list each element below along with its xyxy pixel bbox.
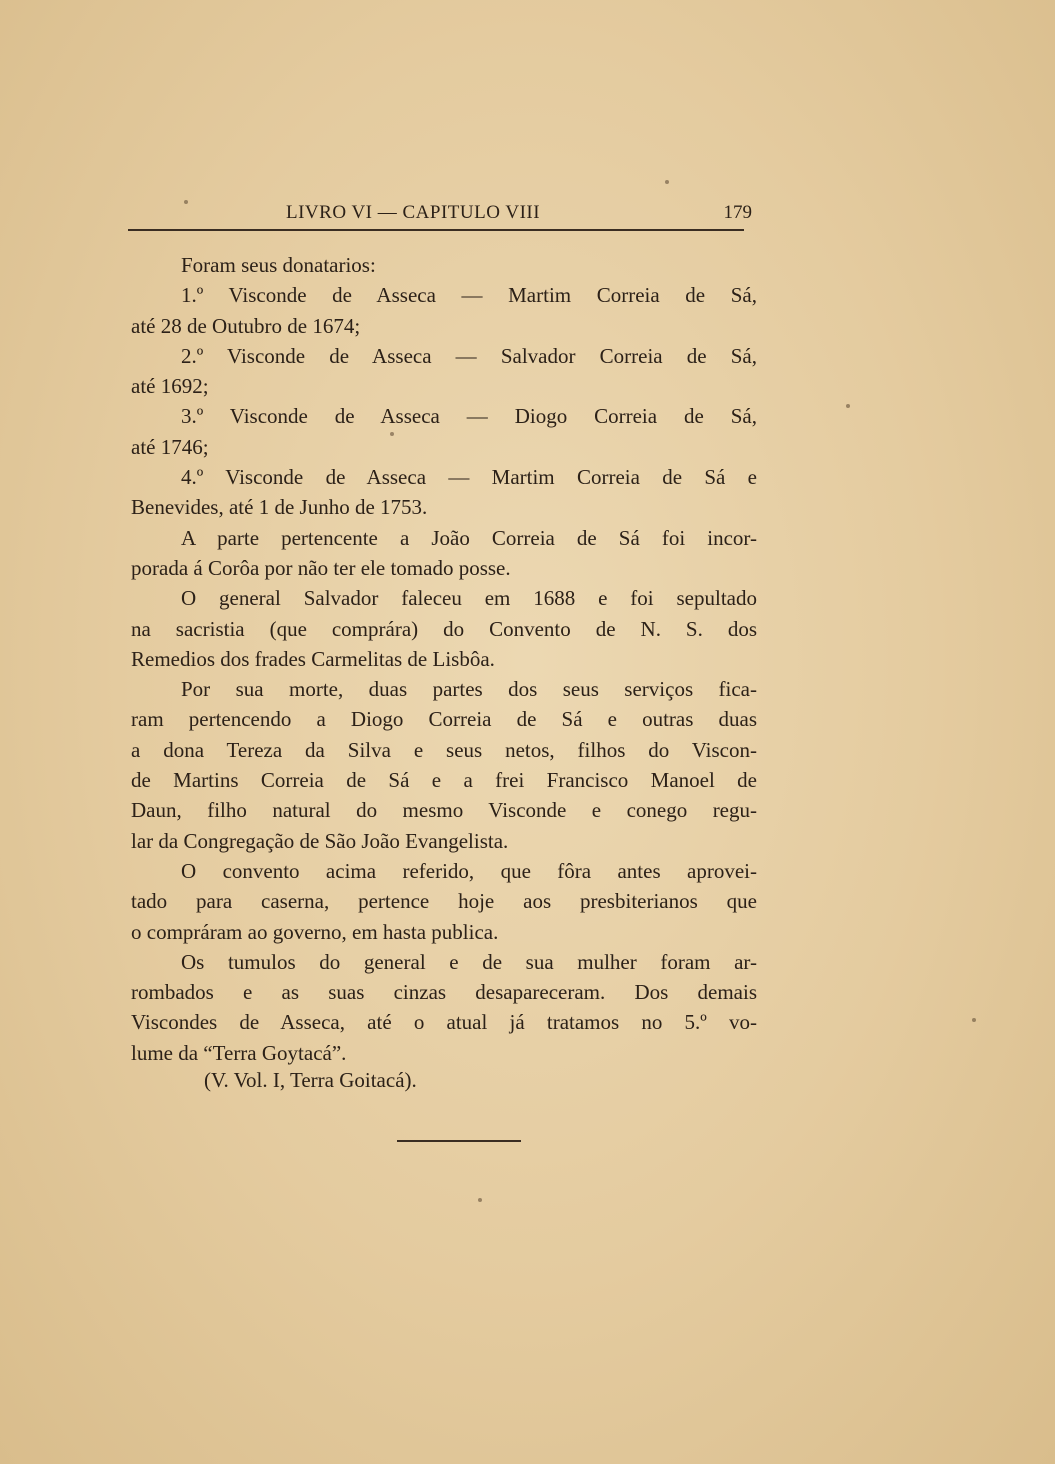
text-line: lar da Congregação de São João Evangelista. [131, 828, 509, 853]
page-number: 179 [723, 202, 752, 223]
text-line: até 1746; [131, 434, 209, 459]
citation: (V. Vol. I, Terra Goitacá). [204, 1068, 417, 1092]
running-header [130, 200, 752, 228]
text-line: a dona Tereza da Silva e seus netos, filhos do Viscon- [131, 737, 757, 762]
paper-speck [478, 1198, 482, 1202]
text-line: Os tumulos do general e de sua mulher foram ar- [181, 949, 757, 974]
text-line: Remedios dos frades Carmelitas de Lisbôa. [131, 646, 495, 671]
text-line: na sacristia (que comprára) do Convento de N. S. dos [131, 616, 757, 641]
text-line: 4.º Visconde de Asseca — Martim Correia de Sá e [181, 465, 757, 490]
text-line: ram pertencendo a Diogo Correia de Sá e outras duas [131, 707, 757, 732]
text-line: lume da “Terra Goytacá”. [131, 1040, 347, 1065]
text-line: 1.º Visconde de Asseca — Martim Correia de Sá, [181, 283, 757, 308]
text-line: O general Salvador faleceu em 1688 e foi sepultado [181, 586, 757, 611]
text-line: de Martins Correia de Sá e a frei Francisco Manoel de [131, 768, 757, 793]
chapter-title: LIVRO VI — CAPITULO VIII [286, 202, 541, 223]
text-line: até 1692; [131, 374, 209, 399]
end-rule [397, 1140, 521, 1142]
paper-speck [390, 432, 394, 436]
text-line: A parte pertencente a João Correia de Sá foi incor- [181, 525, 757, 550]
paper-speck [184, 200, 188, 204]
text-line: o compráram ao governo, em hasta publica. [131, 919, 499, 944]
header-rule [128, 229, 744, 231]
text-line: até 28 de Outubro de 1674; [131, 313, 361, 338]
text-line: Daun, filho natural do mesmo Visconde e conego regu- [131, 798, 757, 823]
text-line: 2.º Visconde de Asseca — Salvador Correia de Sá, [181, 343, 757, 368]
paper-speck [665, 180, 669, 184]
text-line: 3.º Visconde de Asseca — Diogo Correia de Sá, [181, 404, 757, 429]
text-line: tado para caserna, pertence hoje aos presbiterianos que [131, 889, 757, 914]
text-line: Por sua morte, duas partes dos seus serviços fica- [181, 677, 757, 702]
text-line: rombados e as suas cinzas desapareceram. Dos demais [131, 980, 757, 1005]
text-line: Viscondes de Asseca, até o atual já tratamos no 5.º vo- [131, 1010, 757, 1035]
paper-speck [846, 404, 850, 408]
body-text [131, 250, 757, 1068]
text-line: porada á Corôa por não ter ele tomado posse. [131, 555, 511, 580]
paper-speck [972, 1018, 976, 1022]
text-line: O convento acima referido, que fôra antes aprovei- [181, 858, 757, 883]
text-line: Foram seus donatarios: [181, 253, 376, 277]
text-line: Benevides, até 1 de Junho de 1753. [131, 495, 428, 520]
